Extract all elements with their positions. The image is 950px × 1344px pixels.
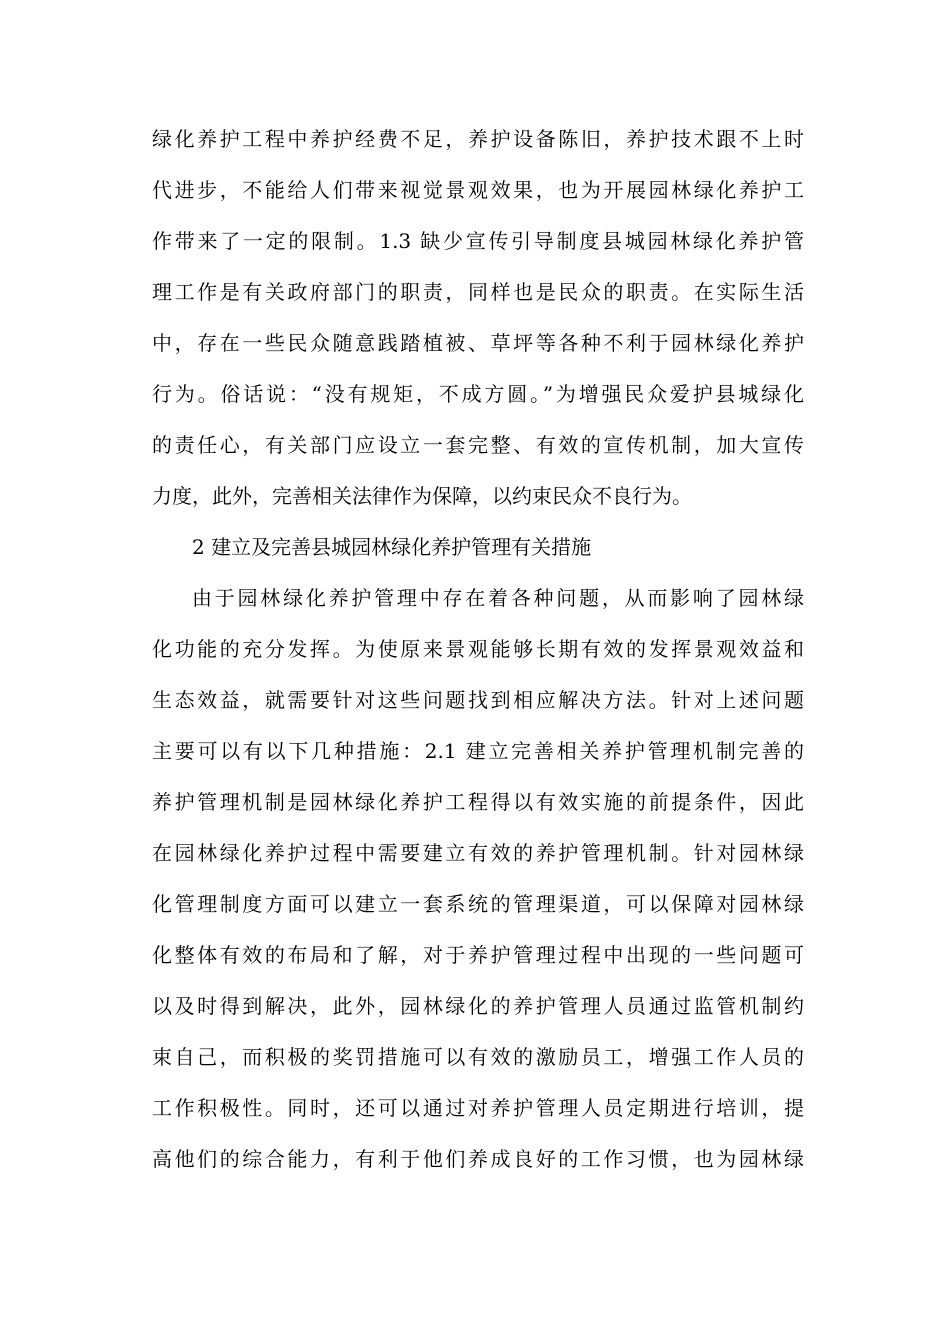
text-line: 化整体有效的布局和了解，对于养护管理过程中出现的一些问题可: [152, 943, 804, 967]
text-line: 束自己，而积极的奖罚措施可以有效的激励员工，增强工作人员的: [152, 1045, 804, 1069]
text-line: 绿化养护工程中养护经费不足，养护设备陈旧，养护技术跟不上时: [152, 127, 804, 151]
text-line: 主要可以有以下几种措施：2.1 建立完善相关养护管理机制完善的: [152, 739, 804, 763]
text-line: 在园林绿化养护过程中需要建立有效的养护管理机制。针对园林绿: [152, 841, 804, 865]
text-line: 生态效益，就需要针对这些问题找到相应解决方法。针对上述问题: [152, 688, 804, 712]
text-line: 行为。俗话说：“没有规矩，不成方圆。”为增强民众爱护县城绿化: [152, 382, 804, 406]
text-line: 以及时得到解决，此外，园林绿化的养护管理人员通过监管机制约: [152, 994, 804, 1018]
text-line: 化管理制度方面可以建立一套系统的管理渠道，可以保障对园林绿: [152, 892, 804, 916]
text-line: 养护管理机制是园林绿化养护工程得以有效实施的前提条件，因此: [152, 790, 804, 814]
text-line: 的责任心，有关部门应设立一套完整、有效的宣传机制，加大宣传: [152, 433, 804, 457]
text-line: 作带来了一定的限制。1.3 缺少宣传引导制度县城园林绿化养护管: [152, 229, 804, 253]
paragraph-1: [152, 114, 804, 522]
text-line: 工作积极性。同时，还可以通过对养护管理人员定期进行培训，提: [152, 1096, 804, 1120]
paragraph-2: [152, 573, 804, 1185]
text-line: 力度，此外，完善相关法律作为保障，以约束民众不良行为。: [152, 484, 692, 508]
text-line: 高他们的综合能力，有利于他们养成良好的工作习惯，也为园林绿: [152, 1147, 804, 1171]
text-line: 化功能的充分发挥。为使原来景观能够长期有效的发挥景观效益和: [152, 637, 804, 661]
document-body: [152, 114, 804, 1185]
text-line: 理工作是有关政府部门的职责，同样也是民众的职责。在实际生活: [152, 280, 804, 304]
text-line: 代进步，不能给人们带来视觉景观效果，也为开展园林绿化养护工: [152, 178, 804, 202]
text-line: 中，存在一些民众随意践踏植被、草坪等各种不利于园林绿化养护: [152, 331, 804, 355]
text-line: 由于园林绿化养护管理中存在着各种问题，从而影响了园林绿: [192, 586, 804, 610]
section-heading: 2 建立及完善县城园林绿化养护管理有关措施: [192, 535, 592, 559]
